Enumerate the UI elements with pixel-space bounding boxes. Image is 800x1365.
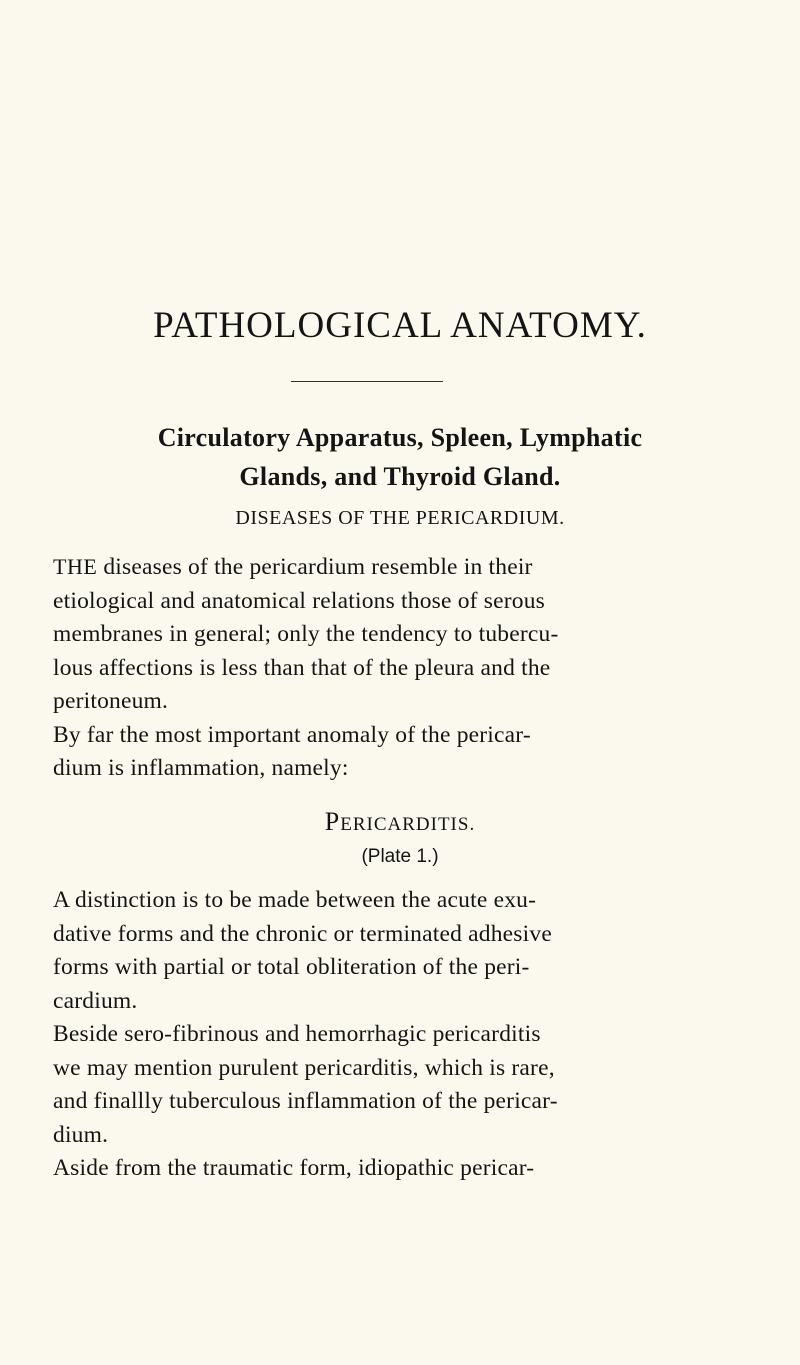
paragraph-4-line-4: dium. (53, 1121, 109, 1148)
section-title-line-2: Glands, and Thyroid Gland. (239, 462, 561, 491)
subsection-heading-initial: P (324, 807, 341, 836)
paragraph-3-line-1: A distinction is to be made between the acute exu- (53, 887, 537, 913)
paragraph-2-line-1: By far the most important anomaly of the pericar- (53, 721, 531, 748)
paragraph-3-line-4: cardium. (53, 987, 138, 1014)
paragraph-4 (53, 1018, 763, 1152)
title-divider (291, 381, 443, 382)
section-title-line-1: Circulatory Apparatus, Spleen, Lymphatic (157, 423, 643, 452)
chapter-heading: DISEASES OF THE PERICARDIUM. (235, 507, 565, 529)
page-title: PATHOLOGICAL ANATOMY. (153, 305, 647, 346)
intro-text (53, 550, 763, 786)
plate-reference: (Plate 1.) (361, 846, 439, 867)
paragraph-1-line-2: etiological and anatomical relations those of serous (53, 587, 546, 614)
paragraph-3 (53, 884, 763, 1018)
section-title (0, 418, 800, 496)
paragraph-1-line-1-text: diseases of the pericardium resemble in their (97, 554, 533, 580)
paragraph-1-line-5: peritoneum. (53, 688, 169, 714)
paragraph-3-line-3: forms with partial or total obliteration of the peri- (53, 954, 530, 980)
subsection-heading-rest: ERICARDITIS. (340, 814, 476, 835)
paragraph-3-line-2: dative forms and the chronic or terminated adhesive (53, 920, 552, 947)
paragraph-4-line-1: Beside sero-fibrinous and hemorrhagic pericarditis (53, 1021, 541, 1047)
paragraph-1-line-3: membranes in general; only the tendency to tubercu- (53, 621, 559, 647)
paragraph-2-line-2: dium is inflammation, namely: (53, 755, 349, 781)
paragraph-1 (53, 550, 763, 719)
paragraph-4-line-2: we may mention purulent pericarditis, which is rare, (53, 1054, 555, 1081)
paragraph-1-line-4: lous affections is less than that of the pleura and the (53, 654, 551, 681)
pericarditis-text (53, 884, 763, 1186)
paragraph-4-line-3: and finallly tuberculous inflammation of the pericar- (53, 1088, 558, 1114)
paragraph-1-line-1 (53, 550, 763, 585)
paragraph-2 (53, 719, 763, 786)
paragraph-lead-word: THE (53, 554, 98, 579)
paragraph-5-line-1: Aside from the traumatic form, idiopathic pericar- (53, 1155, 535, 1181)
paragraph-5 (53, 1152, 763, 1186)
subsection-heading (0, 807, 800, 837)
